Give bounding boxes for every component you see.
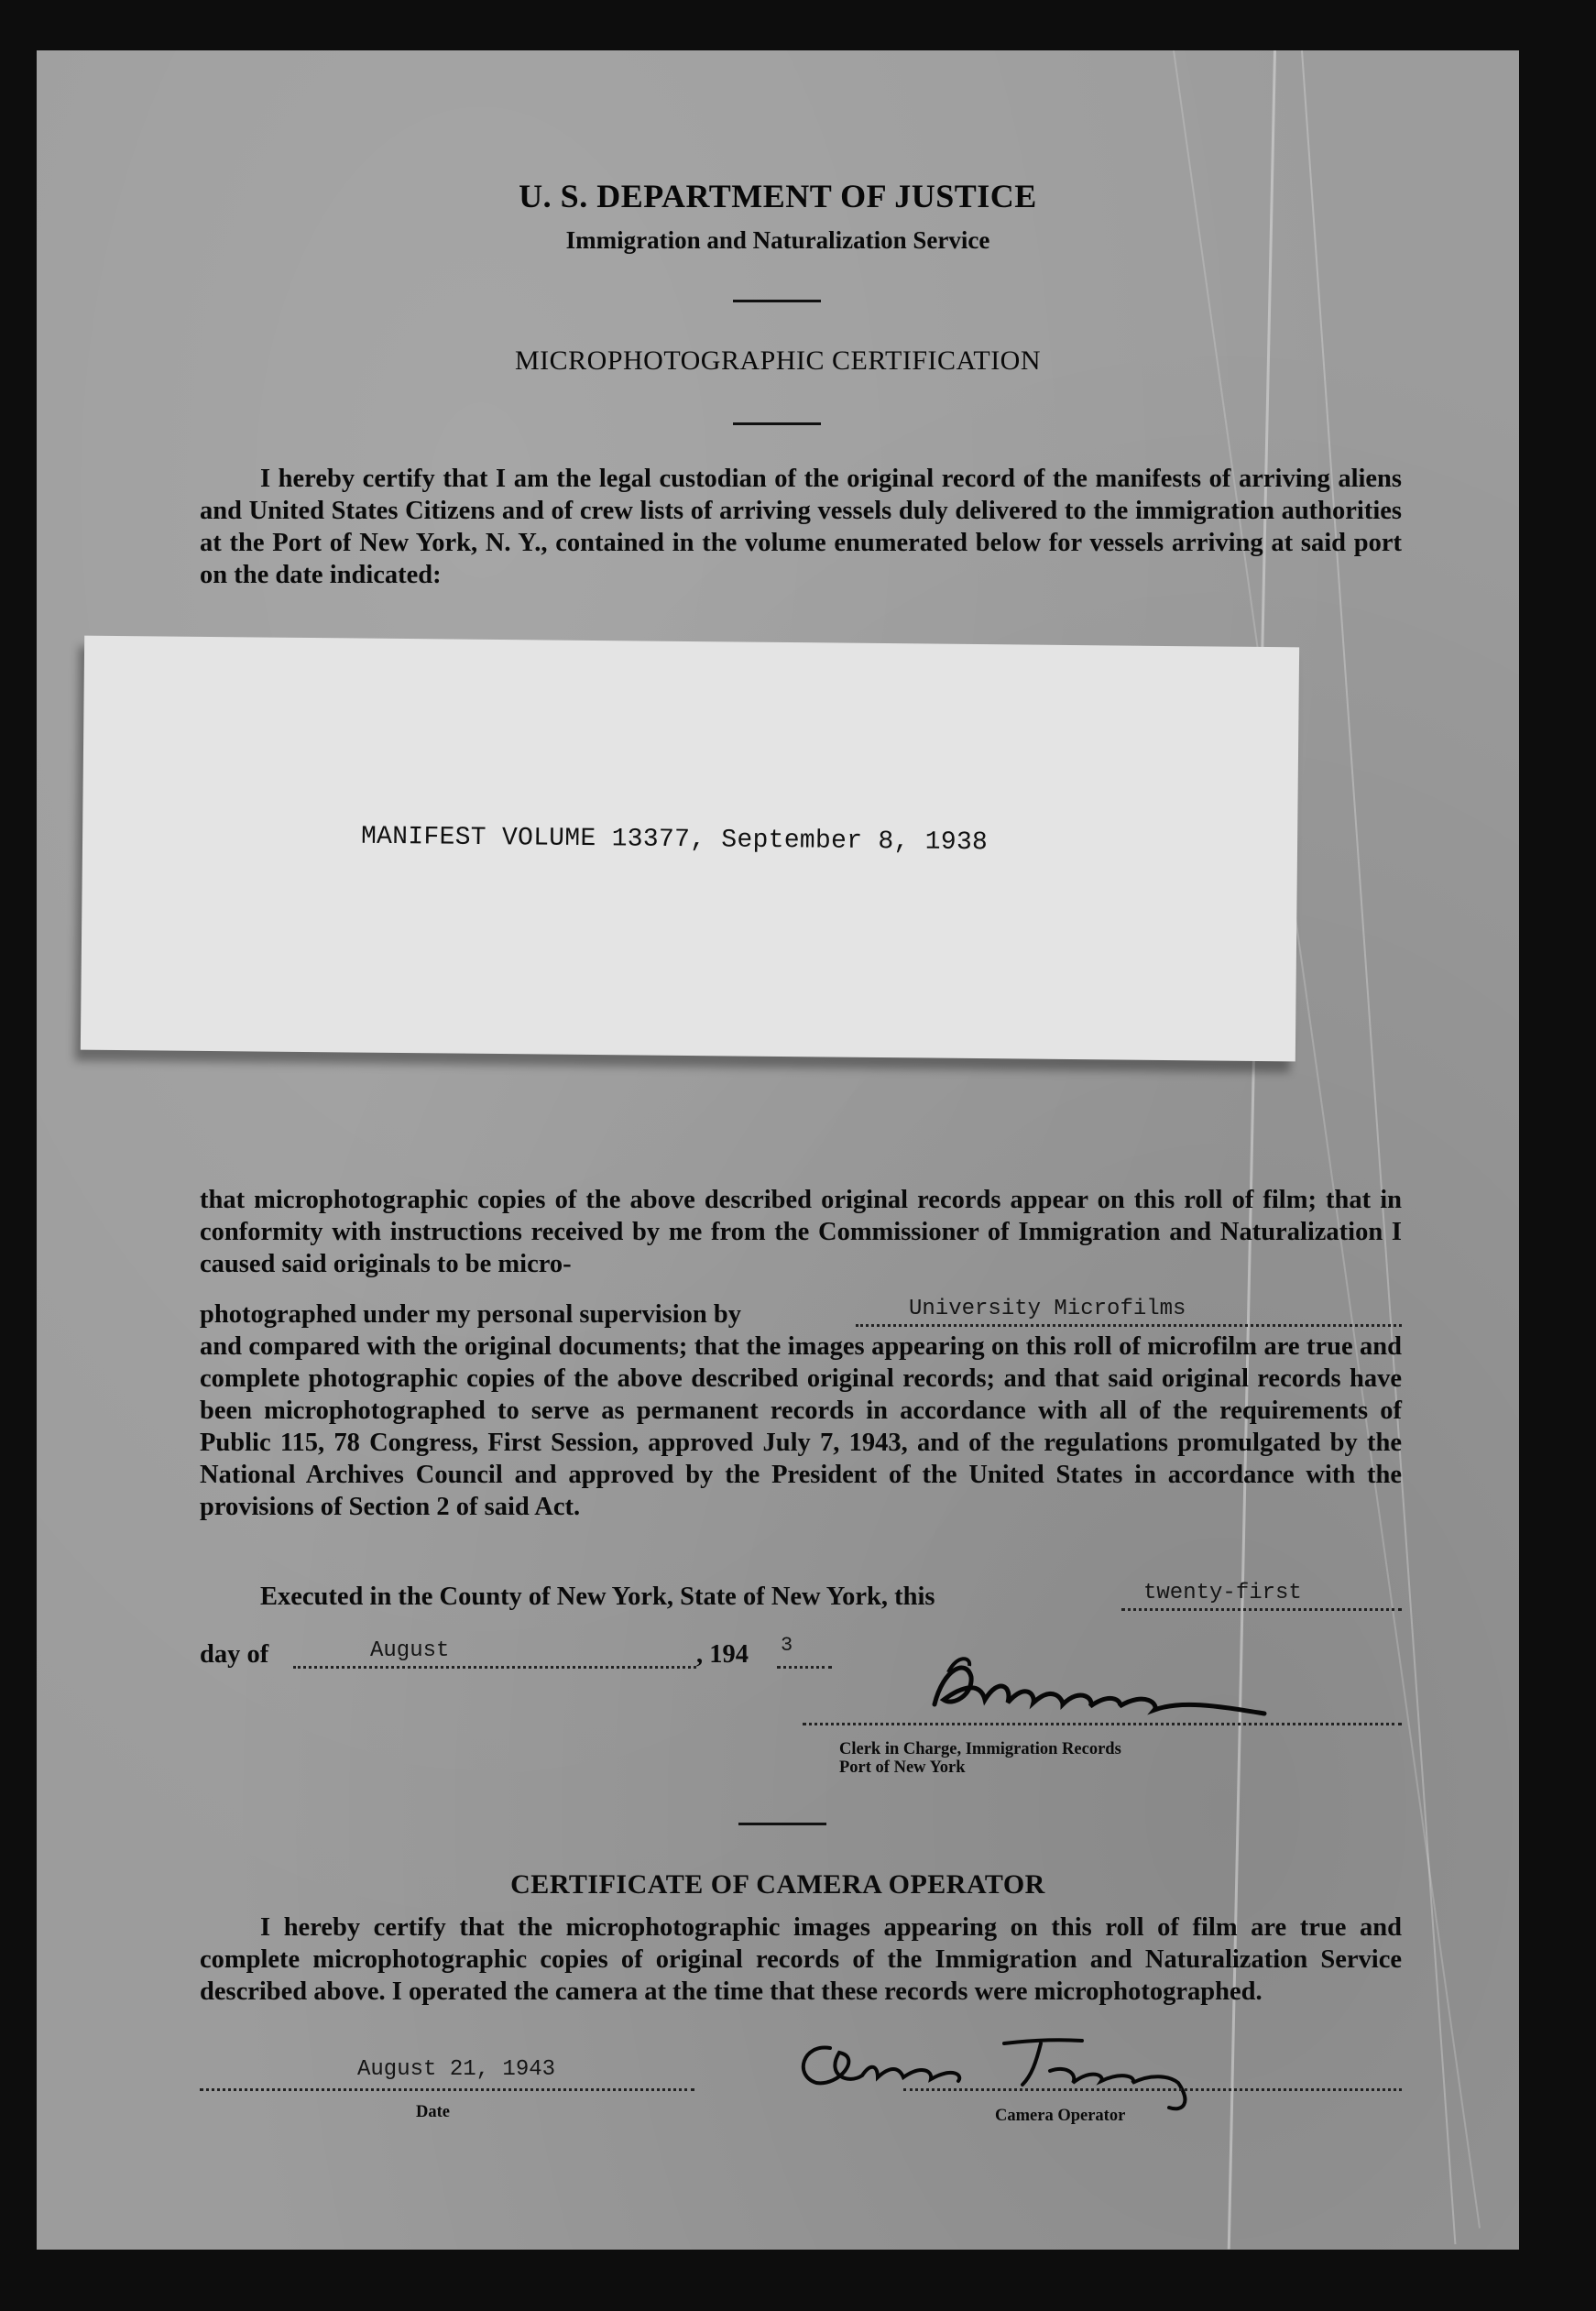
year-digit: 3 (781, 1634, 793, 1657)
executed-day: twenty-first (1143, 1581, 1302, 1605)
intro-text: I hereby certify that I am the legal custodian of the original record of the manifests of arriving aliens and United States Citizens and of crew lists of arriving vessels duly delivered to the immigration authorities at the Port of New York, N. Y., contained in the volume enumerated below for vessels arriving at said port on the date indicated: (200, 465, 1402, 589)
intro-paragraph (200, 463, 1402, 591)
date-dotted-line (200, 2088, 694, 2091)
body-text-part1: that microphotographic copies of the above described original records appear on this roll of film; that in conformity with instructions received by me from the Commissioner of Immigration and Naturalization I caused said originals to be micro- (200, 1186, 1402, 1278)
year-prefix: , 194 (696, 1640, 749, 1669)
divider-rule (733, 422, 821, 425)
month-value: August (370, 1638, 450, 1663)
paper-crease (1173, 50, 1481, 2229)
clerk-caption-line1: Clerk in Charge, Immigration Records (839, 1740, 1121, 1758)
service-subtitle: Immigration and Naturalization Service (565, 226, 990, 254)
camera-operator-text: I hereby certify that the microphotographic images appearing on this roll of film are true and complete microphotographic copies of original records of the Immigration and Naturalization Service described above. I operated the camera at the time that these records were microphotographed. (200, 1913, 1402, 2006)
divider-rule (738, 1823, 826, 1825)
camera-operator-label: Camera Operator (995, 2107, 1126, 2125)
supervisor-name: University Microfilms (909, 1297, 1186, 1321)
body-paragraph-part1 (200, 1184, 1402, 1280)
department-title: U. S. DEPARTMENT OF JUSTICE (519, 178, 1037, 214)
body-text-part2: and compared with the original documents; that the images appearing on this roll of microfilm are true and complete photographic copies of the above described original records; and that said original records have been microphotographed to serve as permanent records in accordance with all of the requirements of Public 115, 78 Congress, First Session, approved July 7, 1943, and of the regulations promulgated by the National Archives Council and approved by the President of the United States in accordance with the provisions of Section 2 of said Act. (200, 1332, 1402, 1521)
year-dotted-line (777, 1666, 832, 1669)
body-paragraph-part2 (200, 1331, 1402, 1523)
day-of-label: day of (200, 1640, 269, 1669)
divider-rule (733, 300, 821, 302)
camera-operator-heading: CERTIFICATE OF CAMERA OPERATOR (510, 1869, 1045, 1900)
manifest-volume: MANIFEST VOLUME 13377, September 8, 1938 (360, 822, 989, 858)
certificate-sheet (37, 50, 1519, 2250)
certification-heading: MICROPHOTOGRAPHIC CERTIFICATION (514, 345, 1042, 376)
operator-date-value: August 21, 1943 (357, 2057, 556, 2082)
clerk-signature-line (803, 1723, 1402, 1725)
supervisor-dotted-line (856, 1324, 1402, 1327)
date-label: Date (416, 2103, 450, 2121)
camera-operator-paragraph (200, 1911, 1402, 2008)
executed-day-dotted-line (1121, 1608, 1402, 1611)
clerk-caption-line2: Port of New York (839, 1758, 966, 1777)
executed-prefix: Executed in the County of New York, State of New York, this (260, 1583, 935, 1611)
supervision-prefix: photographed under my personal supervision by (200, 1300, 741, 1329)
operator-signature-line (903, 2088, 1402, 2091)
month-dotted-line (293, 1666, 696, 1669)
